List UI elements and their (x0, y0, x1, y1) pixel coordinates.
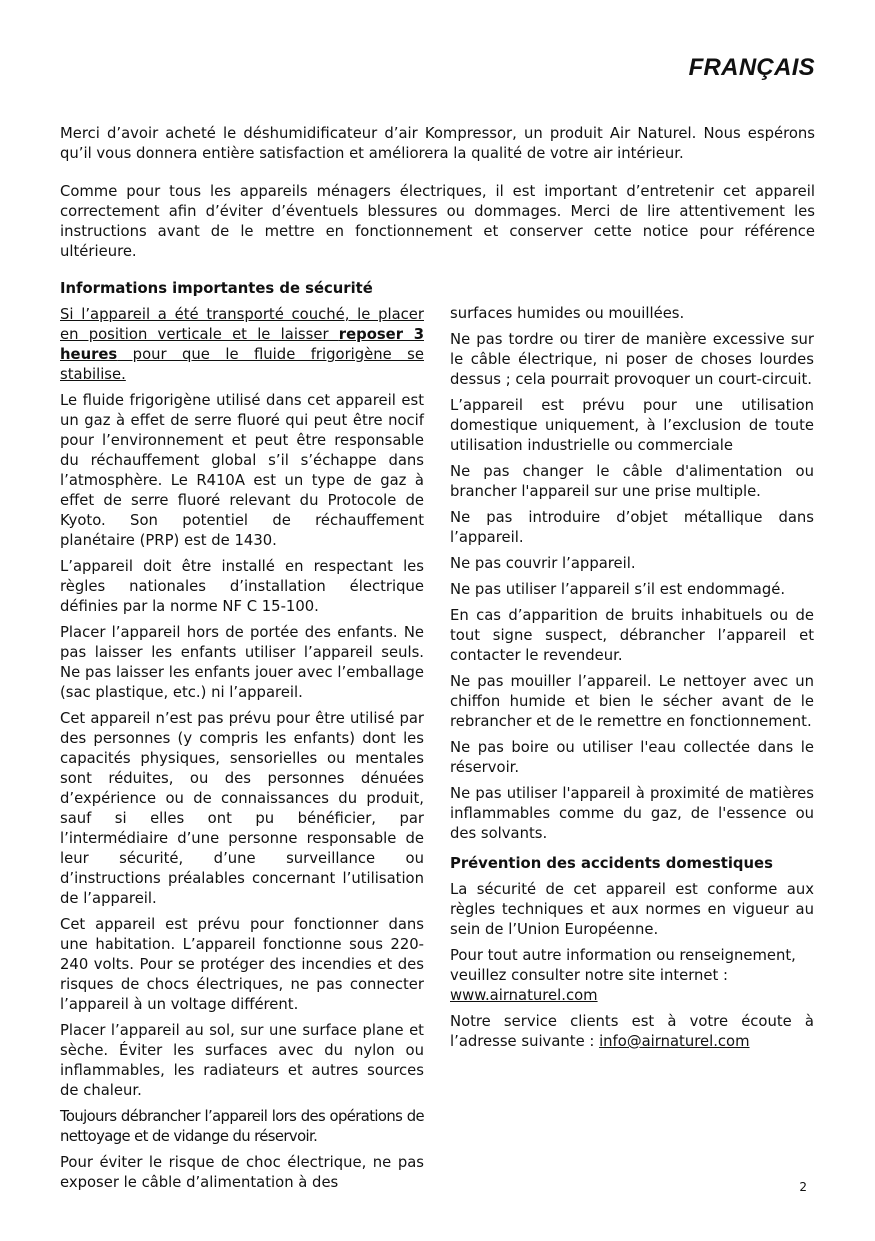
shock-paragraph: Pour éviter le risque de choc électrique, ne pas exposer le câble d’alimentation à des (60, 1154, 424, 1191)
safety-paragraph: surfaces humides ou mouillées. (450, 305, 685, 322)
safety-paragraph: Ne pas couvrir l’appareil. (450, 555, 636, 572)
left-column (60, 279, 424, 1199)
website-link[interactable]: www.airnaturel.com (450, 987, 598, 1004)
info-paragraph: Pour tout autre information ou renseignement, veuillez consulter notre site internet : www.airnaturel.com (450, 947, 796, 1004)
prevention-title: Prévention des accidents domestiques (450, 855, 773, 872)
safety-paragraph: L’appareil doit être installé en respectant les règles nationales d’installation électrique définies par la norme NF C 15-100. (60, 558, 424, 615)
safety-paragraph: Cet appareil n’est pas prévu pour être utilisé par des personnes (y compris les enfants) dont les capacités physiques, sensorielles ou mentales sont réduites, ou des personnes dénuées d’expérience ou de connaissances du produit, sauf si elles ont pu bénéficier, par l’intermédiaire d’une personne responsable de leur sécurité, d’une surveillance ou d’instructions préalables concernant l’utilisation de l’appareil. (60, 710, 424, 907)
safety-paragraph: Ne pas changer le câble d'alimentation ou brancher l'appareil sur une prise multiple. (450, 463, 814, 500)
safety-paragraph: Ne pas tordre ou tirer de manière excessive sur le câble électrique, ni poser de choses lourdes dessus ; cela pourrait provoquer un court-circuit. (450, 331, 814, 388)
prevention-paragraph: La sécurité de cet appareil est conforme aux règles techniques et aux normes en vigueur au sein de l’Union Européenne. (450, 881, 814, 938)
safety-paragraph: L’appareil est prévu pour une utilisation domestique uniquement, à l’exclusion de toute utilisation industrielle ou commerciale (450, 397, 814, 454)
safety-paragraph: En cas d’apparition de bruits inhabituels ou de tout signe suspect, débrancher l’appareil et contacter le revendeur. (450, 607, 814, 664)
safety-paragraph: Ne pas boire ou utiliser l'eau collectée dans le réservoir. (450, 739, 814, 776)
page-number: 2 (799, 1180, 807, 1194)
language-heading: FRANÇAIS (688, 54, 815, 81)
right-column (450, 304, 814, 1058)
transport-bold: reposer 3 heures (60, 326, 424, 363)
safety-paragraph: Cet appareil est prévu pour fonctionner dans une habitation. L’appareil fonctionne sous 220-240 volts. Pour se protéger des incendies et des risques de chocs électriques, ne pas connecter l’appareil à un voltage différent. (60, 916, 424, 1013)
safety-paragraph: Le fluide frigorigène utilisé dans cet appareil est un gaz à effet de serre fluoré qui peut être nocif pour l’environnement et peut être responsable du réchauffement global s’il s’échappe dans l’atmosphère. Le R410A est un type de gaz à effet de serre fluoré relevant du Protocole de Kyoto. Son potentiel de réchauffement planétaire (PRP) est de 1430. (60, 392, 424, 549)
email-link[interactable]: info@airnaturel.com (599, 1033, 750, 1050)
intro-paragraph-2: Comme pour tous les appareils ménagers électriques, il est important d’entretenir cet appareil correctement afin d’éviter d’éventuels blessures ou dommages. Merci de lire attentivement les instructions avant de le mettre en fonctionnement et conserver cette notice pour référence ultérieure. (60, 183, 815, 260)
safety-paragraph: Placer l’appareil au sol, sur une surface plane et sèche. Éviter les surfaces avec du nylon ou inflammables, les radiateurs et autres sources de chaleur. (60, 1022, 424, 1099)
safety-paragraph: Placer l’appareil hors de portée des enfants. Ne pas laisser les enfants utiliser l’appareil seuls. Ne pas laisser les enfants jouer avec l’emballage (sac plastique, etc.) ni l’appareil. (60, 624, 424, 701)
contact-paragraph: Notre service clients est à votre écoute à l’adresse suivante : info@airnaturel.com (450, 1013, 814, 1050)
safety-paragraph: Ne pas utiliser l'appareil à proximité de matières inflammables comme du gaz, de l'essence ou des solvants. (450, 785, 814, 842)
safety-paragraph: Ne pas utiliser l’appareil s’il est endommagé. (450, 581, 786, 598)
intro-paragraph-1: Merci d’avoir acheté le déshumidificateur d’air Kompressor, un produit Air Naturel. Nous espérons qu’il vous donnera entière satisfaction et améliorera la qualité de votre air intérieur. (60, 125, 815, 162)
safety-paragraph: Ne pas introduire d’objet métallique dans l’appareil. (450, 509, 814, 546)
unplug-paragraph: Toujours débrancher l’appareil lors des opérations de nettoyage et de vidange du réservoir. (60, 1108, 424, 1145)
safety-paragraph: Ne pas mouiller l’appareil. Le nettoyer avec un chiffon humide et bien le sécher avant de le rebrancher et de le remettre en fonctionnement. (450, 673, 814, 730)
transport-warning: Si l’appareil a été transporté couché, le placer en position verticale et le laisser reposer 3 heures pour que le fluide frigorigène se stabilise. (60, 306, 424, 383)
safety-title: Informations importantes de sécurité (60, 280, 373, 297)
